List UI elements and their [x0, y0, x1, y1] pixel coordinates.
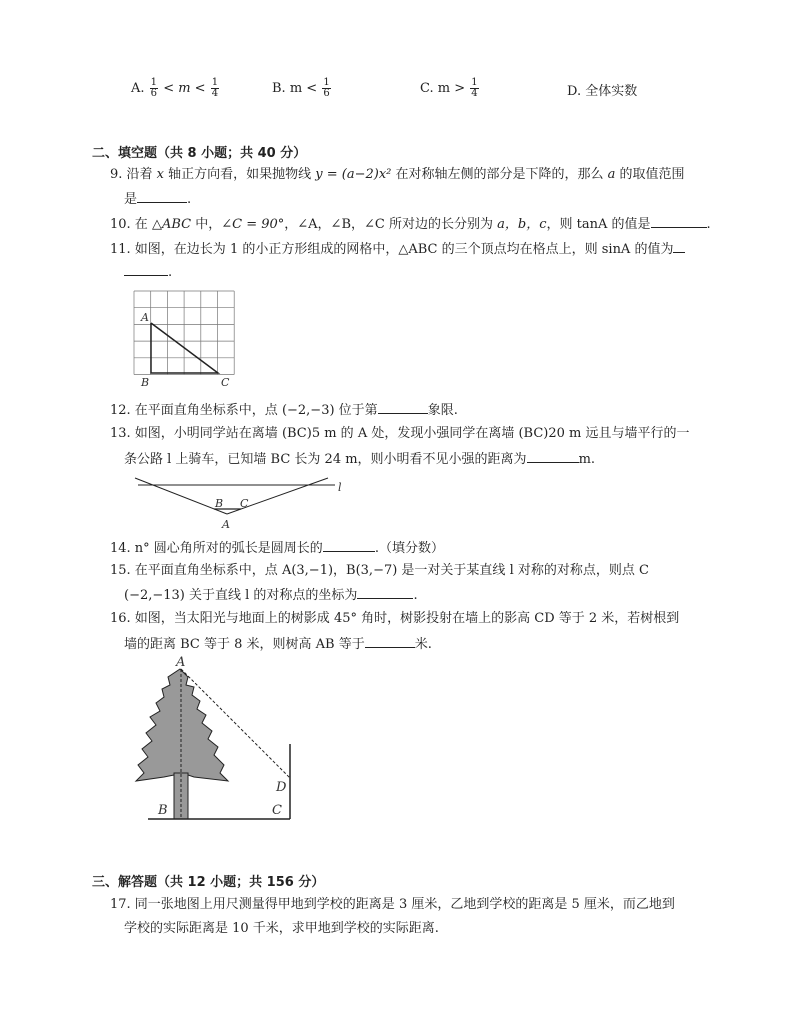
question-13-line2: 条公路 l 上骑车，已知墙 BC 长为 24 m，则小明看不见小强的距离为 m. — [124, 452, 596, 467]
point-b-label: B — [158, 803, 168, 818]
answer-blank[interactable] — [357, 586, 413, 599]
question-13: 13. 如图，小明同学站在离墙 (BC)5 m 的 A 处，发现小强同学在离墙 (BC)20 m 远且与墙平行的一 — [110, 426, 690, 441]
grid-figure — [134, 291, 238, 391]
question-11-line2: . — [124, 263, 172, 281]
question-14: 14. n° 圆心角所对的弧长是圆周长的 .（填分数） — [110, 541, 444, 556]
point-b-label: B — [215, 497, 224, 510]
question-12: 12. 在平面直角坐标系中，点 (−2,−3) 位于第 象限. — [110, 403, 458, 418]
inequality-text: < m < — [163, 81, 206, 96]
answer-blank[interactable] — [651, 215, 707, 228]
point-c-label: C — [272, 803, 282, 818]
option-b — [272, 78, 332, 99]
point-b-label: B — [141, 376, 150, 389]
question-10: 10. 在 △ABC 中，∠C = 90°，∠A，∠B，∠C 所对边的长分别为 a，b，c，则 tanA 的值是 . — [110, 217, 711, 232]
option-b-label: B. m < — [272, 81, 318, 96]
question-16: 16. 如图，当太阳光与地面上的树影成 45° 角时，树影投射在墙上的影高 CD 等于 2 米，若树根到 — [110, 611, 680, 626]
fraction: $\frac{1}{6}$ — [150, 77, 158, 99]
option-d: D. 全体实数 — [567, 84, 638, 99]
grid-lines — [134, 291, 234, 375]
point-d-label: D — [276, 780, 287, 795]
question-17: 17. 同一张地图上用尺测量得甲地到学校的距离是 3 厘米，乙地到学校的距离是 5 厘米，而乙地到 — [110, 897, 675, 912]
option-c — [420, 78, 480, 99]
answer-blank[interactable] — [137, 190, 187, 203]
option-a — [131, 78, 220, 99]
answer-blank[interactable] — [323, 539, 375, 552]
point-a-label: A — [222, 518, 230, 531]
answer-blank[interactable] — [378, 401, 428, 414]
line-l-label: l — [338, 481, 342, 494]
answer-blank[interactable] — [527, 450, 579, 463]
option-c-label: C. m > — [420, 81, 466, 96]
fraction: $\frac{1}{4}$ — [211, 77, 219, 99]
answer-blank[interactable] — [124, 263, 168, 276]
answer-blank[interactable] — [365, 635, 415, 648]
point-a-label: A — [176, 655, 186, 670]
road-wall-figure — [130, 472, 350, 532]
answer-blank[interactable] — [673, 240, 685, 253]
triangle-abc — [151, 323, 218, 373]
point-c-label: C — [240, 497, 249, 510]
point-a-label: A — [141, 311, 149, 324]
tree-crown — [136, 669, 228, 781]
question-9-line2: 是 . — [124, 192, 192, 207]
question-11: 11. 如图，在边长为 1 的小正方形组成的网格中，△ABC 的三个顶点均在格点上，则 sinA 的值为 — [110, 240, 685, 258]
question-17-line2: 学校的实际距离是 10 千米，求甲地到学校的实际距离. — [124, 921, 439, 936]
option-a-label: A. — [131, 81, 145, 96]
section-title: 三、解答题（共 12 小题；共 156 分） — [92, 875, 325, 890]
point-c-label: C — [221, 376, 230, 389]
tree-figure — [128, 655, 303, 825]
sight-line-left — [135, 478, 227, 514]
question-16-line2: 墙的距离 BC 等于 8 米，则树高 AB 等于 米. — [124, 637, 432, 652]
section-title: 二、填空题（共 8 小题；共 40 分） — [92, 146, 307, 161]
fraction: $\frac{1}{6}$ — [323, 77, 330, 99]
question-9: 9. 沿着 x 轴正方向看，如果抛物线 y = (a−2)x² 在对称轴左侧的部分是下降的，那么 a 的取值范围 — [110, 167, 685, 182]
question-15-line2: (−2,−13) 关于直线 l 的对称点的坐标为 . — [124, 588, 418, 603]
fraction: $\frac{1}{4}$ — [471, 77, 478, 99]
question-15: 15. 在平面直角坐标系中，点 A(3,−1)，B(3,−7) 是一对关于某直线 l 对称的对称点，则点 C — [110, 563, 649, 578]
